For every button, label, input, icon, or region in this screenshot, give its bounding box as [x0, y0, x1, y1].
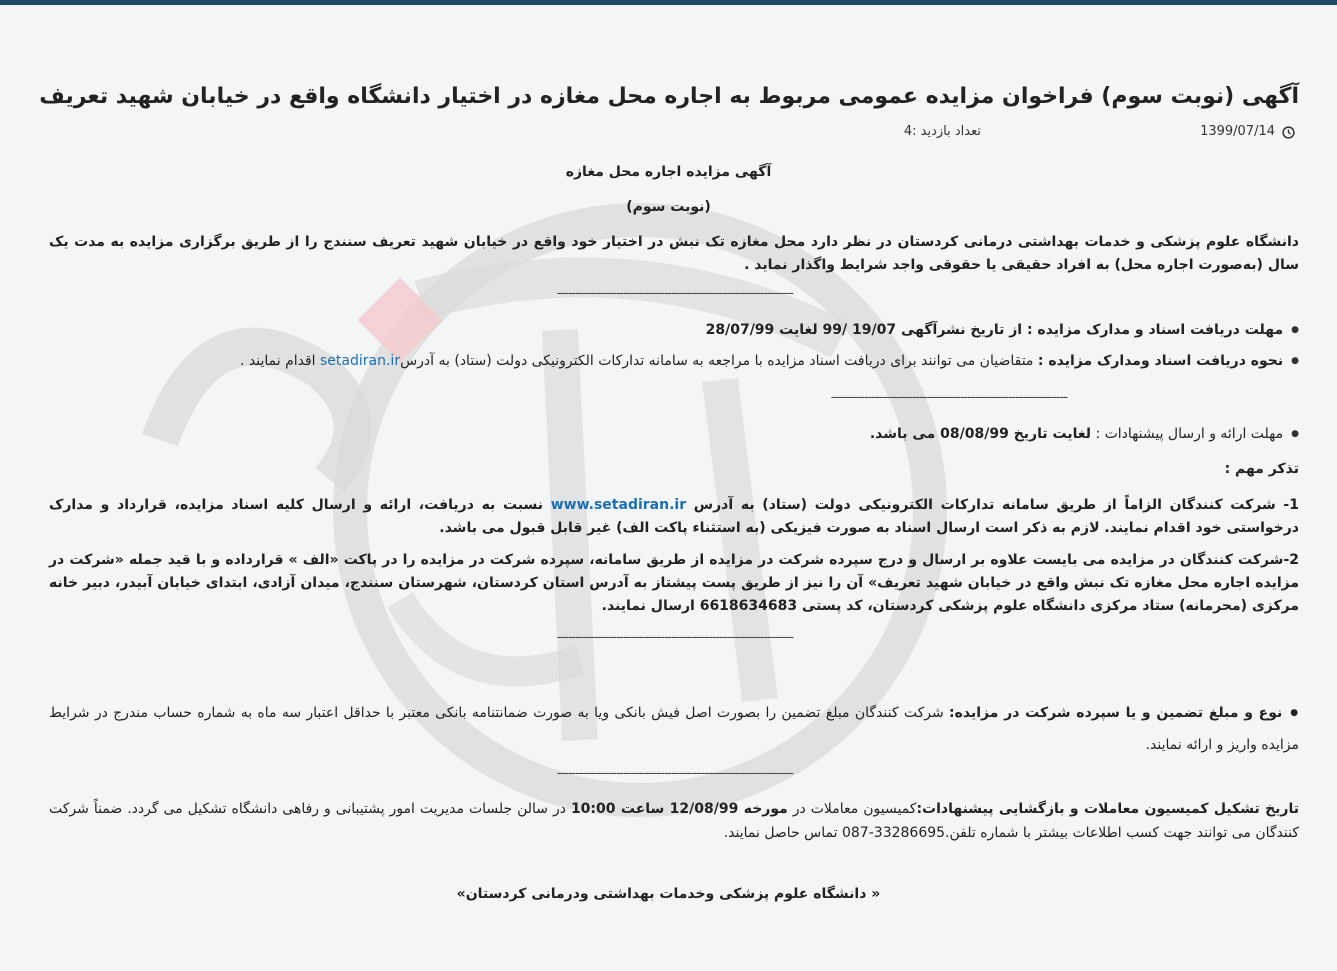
offers-text: لغایت تاریخ 08/08/99 می باشد. — [869, 426, 1091, 442]
how-docs-text: متقاضیان می توانند برای دریافت اسناد مزایده با مراجعه به سامانه تدارکات الکترونیکی دولت (ستاد) به آدرس — [400, 353, 1038, 369]
view-count: تعداد بازدید :4 — [903, 124, 981, 139]
offers-label: مهلت ارائه و ارسال پیشنهادات : — [1091, 426, 1284, 442]
notice-round: (نوبت سوم) — [626, 199, 711, 215]
intro-paragraph: دانشگاه علوم پزشکی و خدمات بهداشتی درمانی کردستان در نظر دارد محل مغازه تک نبش در اختیار خود واقع در خیابان شهید تعریف سنندج را از طریق برگزاری مزایده به مدت یک سال (به‌صورت اجاره محل) به افراد حقیقی یا حقوقی واجد شرایط واگذار نماید . — [49, 234, 1299, 273]
separator: ---------------------------------------------------------------- — [830, 390, 1067, 405]
important-note-heading: تذکر مهم : — [1224, 461, 1299, 477]
commission-date: مورخه 12/08/99 ساعت 10:00 — [570, 801, 788, 817]
guarantee-label: نوع و مبلغ تضمین و یا سپرده شرکت در مزایده: — [949, 705, 1283, 721]
separator: ---------------------------------------------------------------- — [556, 630, 793, 645]
separator: ---------------------------------------------------------------- — [556, 286, 793, 301]
commission-text-1: کمیسیون معاملات در — [787, 801, 917, 817]
note-2: 2-شرکت کنندگان در مزایده می بایست علاوه بر ارسال و درج سپرده شرکت در مزایده از طریق سامانه، سپرده شرکت در مزایده را در پاکت «الف » قرارداده و با قید جمله «شرکت در مزایده اجاره محل مغازه تک نبش واقع در خیابان شهید تعریف» آن را نیز از طریق پست پیشتاز به آدرس استان کردستان، شهرستان سنندج، میدان آزادی، ابتدای خیابان آبیدر، دبیر خانه مرکزی (محرمانه) ستاد مرکزی دانشگاه علوم پزشکی کردستان، کد پستی 6618634683 ارسال نمایند. — [49, 552, 1299, 614]
note-1 — [49, 494, 1299, 540]
how-docs-end: اقدام نمایند . — [240, 353, 321, 369]
setadiran-link[interactable]: setadiran.ir — [320, 353, 401, 369]
deadline-docs-text: مهلت دریافت اسناد و مدارک مزایده : از تاریخ نشرآگهی 19/07 /99 لغایت 28/07/99 — [705, 322, 1284, 338]
how-docs-label: نحوه دریافت اسناد ومدارک مزایده : — [1037, 353, 1284, 369]
commission-text-2: در سالن جلسات مدیریت امور پشتیبانی و رفاهی دانشگاه تشکیل می گردد. ضمناً شرکت کنندگان می توانند جهت کسب اطلاعات بیشتر با شماره تلفن.33286695-087 تماس حاصل نمایند. — [49, 801, 1299, 841]
clock-icon — [1282, 126, 1295, 139]
offers-deadline-item — [870, 426, 1299, 442]
notice-heading: آگهی مزایده اجاره محل مغازه — [565, 164, 772, 180]
commission-label: تاریخ تشکیل کمیسیون معاملات و بازگشایی پیشنهادات: — [916, 801, 1299, 817]
how-docs-item — [240, 353, 1299, 369]
setadiran-url-link[interactable]: www.setadiran.ir — [550, 497, 687, 513]
note-1-text-a: 1- شرکت کنندگان الزاماً از طریق سامانه تدارکات الکترونیکی دولت (ستاد) به آدرس — [686, 497, 1299, 513]
bullet-icon: ● — [1290, 708, 1299, 718]
publish-date: 1399/07/14 — [1200, 124, 1275, 139]
deadline-docs-item — [706, 322, 1299, 338]
page-title: آگهی (نوبت سوم) فراخوان مزایده عمومی مربوط به اجاره محل مغازه در اختیار دانشگاه واقع در خیابان شهید تعریف — [39, 84, 1299, 109]
guarantee-item — [49, 698, 1299, 760]
guarantee-text: شرکت کنندگان مبلغ تضمین را بصورت اصل فیش بانکی ویا به صورت ضمانتنامه بانکی معتبر با حداقل اعتبار سه ماه به شماره حساب مندرج در شرایط مزایده واریز و ارائه نمایند. — [49, 705, 1299, 753]
note-1-text-b: نسبت به دریافت، ارائه و ارسال کلیه اسناد مزایده، قرارداد و مدارک درخواستی خود اقدام نمایند. لازم به ذکر است ارسال اسناد به صورت فیزیکی (به استثناء پاکت الف) غیر قابل قبول می باشد. — [49, 497, 1299, 536]
separator: ---------------------------------------------------------------- — [556, 766, 793, 781]
commission-paragraph — [49, 797, 1299, 845]
footer-signature: « دانشگاه علوم پزشکی وخدمات بهداشتی ودرمانی کردستان» — [456, 886, 881, 902]
